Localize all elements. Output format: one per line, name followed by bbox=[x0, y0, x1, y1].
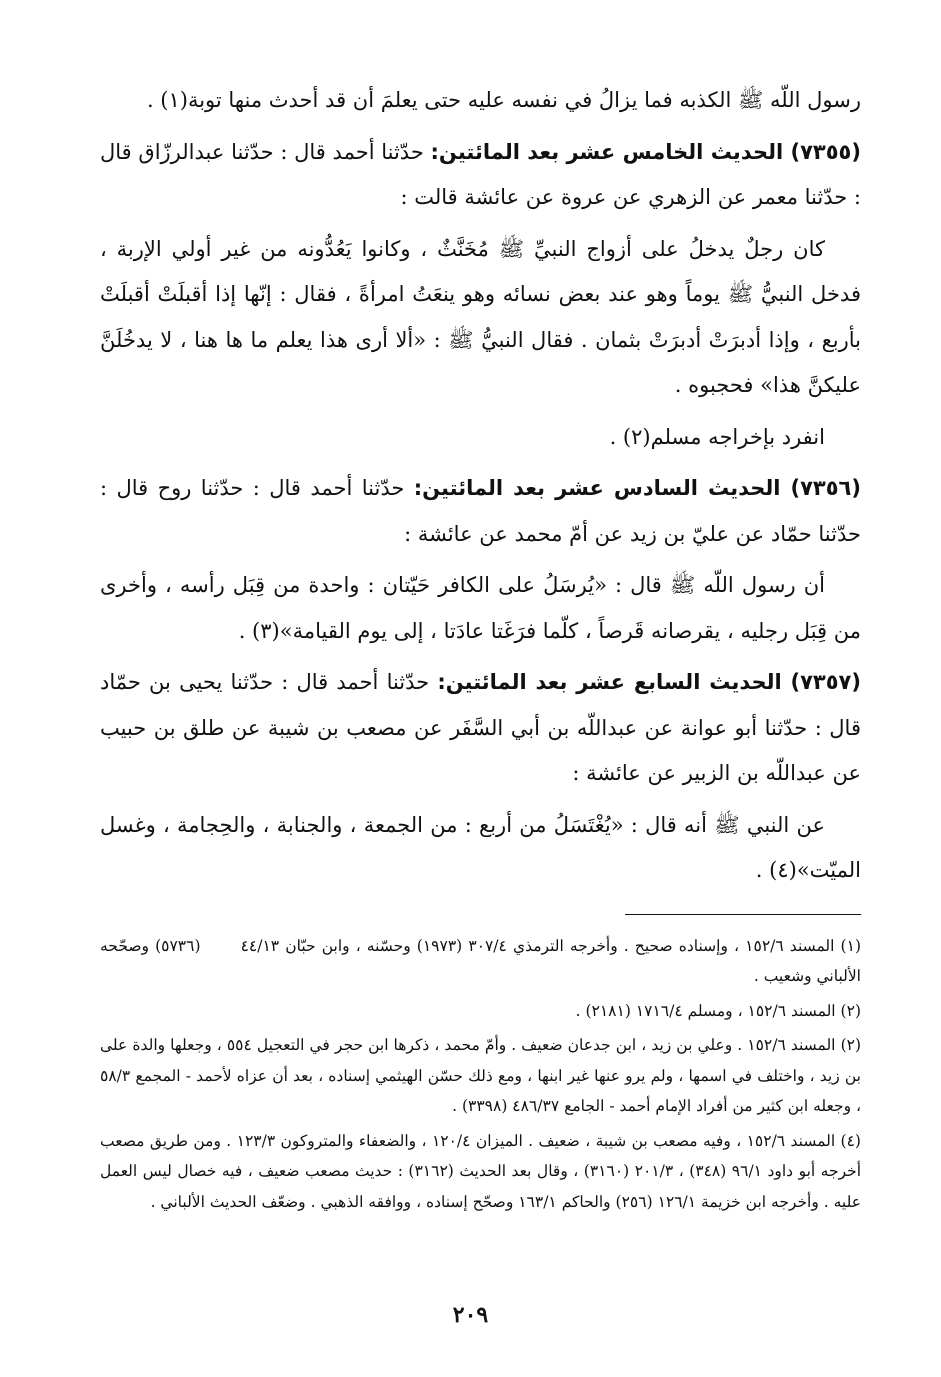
footnote-text: المسند ١٥٢/٦ ، ومسلم ١٧١٦/٤ (٢١٨١) . bbox=[575, 1001, 836, 1020]
footnote-label: (١) bbox=[840, 936, 861, 955]
footnote-2 bbox=[100, 996, 861, 1027]
footnote-text: المسند ١٥٢/٦ . وعلي بن زيد ، ابن جدعان ضعيف . وأمّ محمد ، ذكرها ابن حجر في التعجيل ٥٥٤ ، وجعلها والدة على بن زيد ، واختلف في اسمها ، ولم يرو عنها غير ابنها ، ومع ذلك حسّن الهيثمي إسناده ، بعد أن عزاه لأحمد - المجمع ٥٨/٣ ، وجعله ابن كثير من أفراد الإمام أحمد - الجامع ٤٨٦/٣٧ (٣٣٩٨) . bbox=[100, 1036, 861, 1115]
isnad-text: حدّثنا أحمد قال : حدّثنا روح قال : حدّثنا حمّاد عن عليّ بن زيد عن أمّ محمد عن عائشة : bbox=[100, 476, 861, 546]
paragraph-text: كان رجلٌ يدخلُ على أزواج النبيِّ ﷺ مُخَنَّثٌ ، وكانوا يَعُدُّونه من غير أولي الإربة ، فدخل النبيُّ ﷺ يوماً وهو عند بعض نسائه وهو ينعَتُ امرأةً ، فقال : إنّها إذا أقبلَتْ أقبلَتْ بأربع ، وإذا أدبرَتْ أدبرَتْ بثمان . فقال النبيُّ ﷺ : «ألا أرى هذا يعلم ما ها هنا ، لا يدخُلَنَّ عليكنَّ هذا» فحجبوه . bbox=[100, 236, 861, 397]
hadith-heading: (٧٣٥٥) الحديث الخامس عشر بعد المائتين: bbox=[430, 139, 861, 164]
isnad-text: حدّثنا أحمد قال : حدّثنا عبدالرزّاق قال : حدّثنا معمر عن الزهري عن عروة عن عائشة قالت : bbox=[100, 139, 861, 209]
paragraph-text: رسول اللّه ﷺ الكذبه فما يزالُ في نفسه عليه حتى يعلمَ أن قد أحدث منها توبة(١) . bbox=[146, 88, 861, 112]
main-text bbox=[100, 78, 861, 894]
footnote-divider bbox=[625, 914, 861, 915]
footnote-4 bbox=[100, 1126, 861, 1218]
footnote-1 bbox=[100, 931, 861, 992]
footnote-text: المسند ١٥٢/٦ ، وفيه مصعب بن شيبة ، ضعيف . الميزان ١٢٠/٤ ، والضعفاء والمتروكون ١٢٣/٣ . ومن طريق مصعب أخرجه أبو داود ٩٦/١ (٣٤٨) ، ٢٠١/٣ (٣١٦٠) ، وقال بعد الحديث (٣١٦٢) : حديث مصعب ضعيف ، فيه خصال ليس العمل عليه . وأخرجه ابن خزيمة ١٢٦/١ (٢٥٦) والحاكم ١٦٣/١ وصحّح إسناده ، ووافقه الذهبي . وضعّف الحديث الألباني . bbox=[100, 1131, 862, 1211]
footnote-3 bbox=[100, 1030, 861, 1122]
matn-paragraph bbox=[100, 227, 861, 409]
footnote-text: المسند ١٥٢/٦ ، وإسناده صحيح . وأخرجه الترمذي ٣٠٧/٤ (١٩٧٣) وحسّنه ، وابن حبّان ٤٤/١٣ bbox=[240, 936, 835, 955]
isnad-text: حدّثنا أحمد قال : حدّثنا يحيى بن حمّاد قال : حدّثنا أبو عوانة عن عبداللّه بن أبي السَّفَر عن مصعب بن شيبة عن طلق بن حبيب عن عبداللّه بن الزبير عن عائشة : bbox=[100, 670, 861, 785]
hadith-7356 bbox=[100, 466, 861, 557]
hadith-7355 bbox=[100, 130, 861, 221]
paragraph-text: عن النبي ﷺ أنه قال : «يُغْتَسَلُ من أربع : من الجمعة ، والجنابة ، والحِجامة ، وغسل الميّت»(٤) . bbox=[100, 812, 861, 882]
takhrij-note bbox=[100, 415, 861, 461]
footnote-label: (٢) bbox=[840, 1001, 861, 1020]
footnote-text: (٥٧٣٦) وصحّحه الألباني وشعيب . bbox=[100, 936, 861, 985]
footnote-label: (٢) bbox=[840, 1036, 862, 1054]
footnotes bbox=[100, 931, 861, 1218]
paragraph-continuation bbox=[100, 78, 861, 124]
matn-paragraph bbox=[100, 563, 861, 654]
hadith-heading: (٧٣٥٦) الحديث السادس عشر بعد المائتين: bbox=[413, 476, 861, 500]
matn-paragraph bbox=[100, 803, 861, 894]
hadith-heading: (٧٣٥٧) الحديث السابع عشر بعد المائتين: bbox=[437, 670, 861, 694]
paragraph-text: انفرد بإخراجه مسلم(٢) . bbox=[609, 424, 825, 449]
paragraph-text: أن رسول اللّه ﷺ قال : «يُرسَلُ على الكافر حَيّتان : واحدة من قِبَل رأسه ، وأخرى من قِبَل رجليه ، يقرصانه قَرصاً ، كلّما فرَغَتا عادَتا ، إلى يوم القيامة»(٣) . bbox=[100, 573, 861, 643]
footnote-label: (٤) bbox=[840, 1131, 861, 1150]
page-number: ٢٠٩ bbox=[452, 1302, 489, 1328]
hadith-7357 bbox=[100, 660, 861, 797]
